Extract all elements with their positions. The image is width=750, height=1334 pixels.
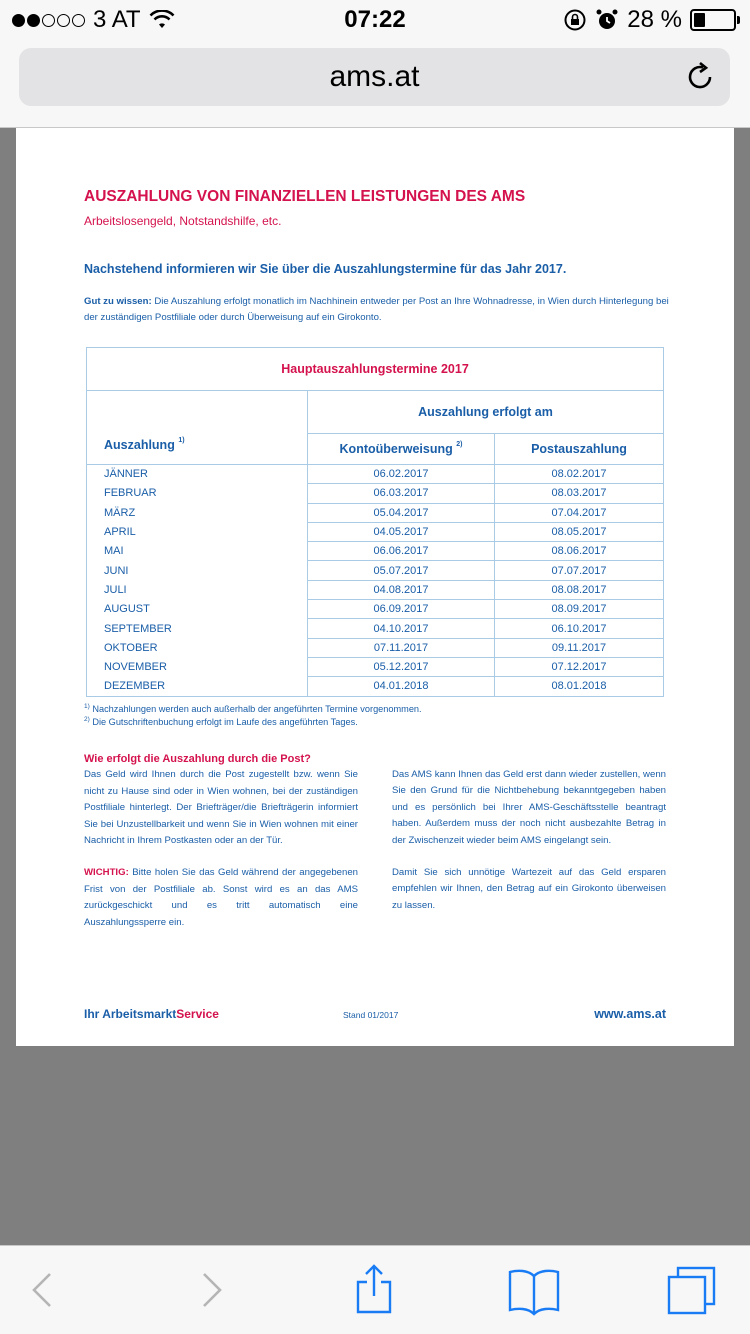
post-section [84,751,358,931]
header-post: Postauszahlung [495,434,664,465]
right-section [392,767,666,914]
right-paragraph-2: Damit Sie sich unnötige Wartezeit auf das Geld ersparen empfehlen wir Ihnen, den Betrag auf ein Girokonto überweisen zu lassen. [392,867,666,911]
post-date-cell: 07.04.2017 [495,503,664,522]
post-heading: Wie erfolgt die Auszahlung durch die Post? [84,753,311,765]
month-cell: JUNI [87,561,308,580]
footnote-2-sup: 2) [84,716,90,723]
transfer-date-cell: 06.06.2017 [308,542,495,561]
header-group: Auszahlung erfolgt am [308,391,664,434]
intro-text: Nachstehend informieren wir Sie über die Auszahlungstermine für das Jahr 2017. [84,262,567,276]
info-note [84,294,674,326]
month-cell: AUGUST [87,600,308,619]
month-cell: APRIL [87,522,308,541]
tabs-icon[interactable] [664,1262,720,1318]
month-cell: MÄRZ [87,503,308,522]
header-transfer-sup: 2) [456,441,463,448]
transfer-date-cell: 07.11.2017 [308,638,495,657]
right-paragraph-1: Das AMS kann Ihnen das Geld erst dann wieder zustellen, wenn Sie den Grund für die Nichtbehebung bekanntgegeben haben und es persönlich bei Ihrer AMS-Geschäftsstelle beantragt haben. Außerdem muss der noch nicht ausbezahlte Betrag in der Zwischenzeit wieder beim AMS eingelangt sein. [392,769,666,846]
transfer-date-cell: 04.10.2017 [308,619,495,638]
transfer-date-cell: 06.02.2017 [308,465,495,484]
table-row [87,619,664,638]
header-month-label: Auszahlung [104,437,175,452]
footnote-1-text: Nachzahlungen werden auch außerhalb der angeführten Termine vorgenommen. [89,704,422,715]
header-month-sup: 1) [178,436,185,444]
header-month [87,391,308,465]
website-link[interactable]: www.ams.at [594,1007,666,1021]
table-row [87,503,664,522]
table-row [87,465,664,484]
post-date-cell: 07.12.2017 [495,657,664,676]
bookmarks-icon[interactable] [506,1262,562,1318]
month-cell: FEBRUAR [87,484,308,503]
back-icon[interactable] [14,1262,70,1318]
alarm-icon [595,8,619,32]
carrier-name: 3 AT [93,6,141,33]
payment-schedule-table [86,347,664,697]
battery-fill [694,13,705,27]
post-date-cell: 08.01.2018 [495,677,664,696]
post-date-cell: 08.09.2017 [495,600,664,619]
table-row [87,677,664,696]
clock: 07:22 [344,6,406,33]
transfer-date-cell: 05.07.2017 [308,561,495,580]
table-body [87,465,664,697]
reload-icon[interactable] [684,61,716,93]
transfer-date-cell: 05.04.2017 [308,503,495,522]
transfer-date-cell: 04.01.2018 [308,677,495,696]
address-bar[interactable] [19,48,730,106]
footnote-2 [84,716,684,727]
table-row [87,484,664,503]
post-date-cell: 08.05.2017 [495,522,664,541]
brand-part-1: Ihr Arbeitsmarkt [84,1007,177,1021]
table-row [87,542,664,561]
month-cell: NOVEMBER [87,657,308,676]
warning-label: WICHTIG: [84,867,129,879]
table-row [87,600,664,619]
battery-percent: 28 % [627,6,682,33]
transfer-date-cell: 05.12.2017 [308,657,495,676]
month-cell: JÄNNER [87,465,308,484]
browser-chrome-top [0,0,750,128]
url-text[interactable]: ams.at [329,60,420,93]
transfer-date-cell: 04.05.2017 [308,522,495,541]
month-cell: MAI [87,542,308,561]
spacer [84,849,358,865]
table-row [87,638,664,657]
post-date-cell: 08.06.2017 [495,542,664,561]
footnote-1 [84,703,684,714]
brand-footer [84,1007,219,1021]
footnote-1-sup: 1) [84,703,90,710]
footnote-2-text: Die Gutschriftenbuchung erfolgt im Laufe des angeführten Tages. [89,717,358,728]
transfer-date-cell: 06.09.2017 [308,600,495,619]
table-row [87,522,664,541]
post-text: Das Geld wird Ihnen durch die Post zugestellt bzw. wenn Sie nicht zu Hause sind oder in Wien wohnen, bei der zuständigen Postfiliale hinterlegt. Der Briefträger/die Briefträgerin informiert Sie bei Unzustellbarkeit und wenn Sie in Wien wohnen mit einer Nachricht in Ihrem Postkasten oder an der Tür. [84,769,358,847]
month-cell: OKTOBER [87,638,308,657]
share-icon[interactable] [346,1262,402,1318]
document-subtitle: Arbeitslosengeld, Notstandshilfe, etc. [84,214,282,228]
brand-part-2: Service [176,1007,219,1021]
header-transfer [308,434,495,465]
post-date-cell: 08.02.2017 [495,465,664,484]
post-date-cell: 07.07.2017 [495,561,664,580]
battery-icon [690,9,736,31]
document-page [16,128,734,1046]
post-date-cell: 09.11.2017 [495,638,664,657]
post-date-cell: 08.03.2017 [495,484,664,503]
rotation-lock-icon [563,8,587,32]
document-title: AUSZAHLUNG VON FINANZIELLEN LEISTUNGEN DES AMS [84,188,526,205]
table-row [87,580,664,599]
status-right [563,6,736,34]
stand-date: Stand 01/2017 [343,1010,399,1020]
note-text: Die Auszahlung erfolgt monatlich im Nachhinein entweder per Post an Ihre Wohnadresse, in Wien durch Hinterlegung bei der zuständigen Postfiliale oder durch Überweisung auf ein Girokonto. [84,296,669,323]
note-label: Gut zu wissen: [84,296,152,307]
table-row [87,657,664,676]
browser-toolbar [0,1245,750,1334]
header-transfer-label: Kontoüberweisung [339,442,453,456]
spacer [392,849,666,865]
month-cell: JULI [87,580,308,599]
transfer-date-cell: 04.08.2017 [308,580,495,599]
warning-paragraph [84,865,358,931]
transfer-date-cell: 06.03.2017 [308,484,495,503]
status-bar [0,0,750,40]
month-cell: SEPTEMBER [87,619,308,638]
post-date-cell: 06.10.2017 [495,619,664,638]
table-caption: Hauptauszahlungstermine 2017 [87,348,664,391]
table-row [87,561,664,580]
post-date-cell: 08.08.2017 [495,580,664,599]
forward-icon[interactable] [184,1262,240,1318]
warning-text: Bitte holen Sie das Geld während der angegebenen Frist von der Postfiliale ab. Sonst wird es an das AMS zurückgeschickt und es tritt automatisch eine Auszahlungssperre ein. [84,867,358,928]
month-cell: DEZEMBER [87,677,308,696]
